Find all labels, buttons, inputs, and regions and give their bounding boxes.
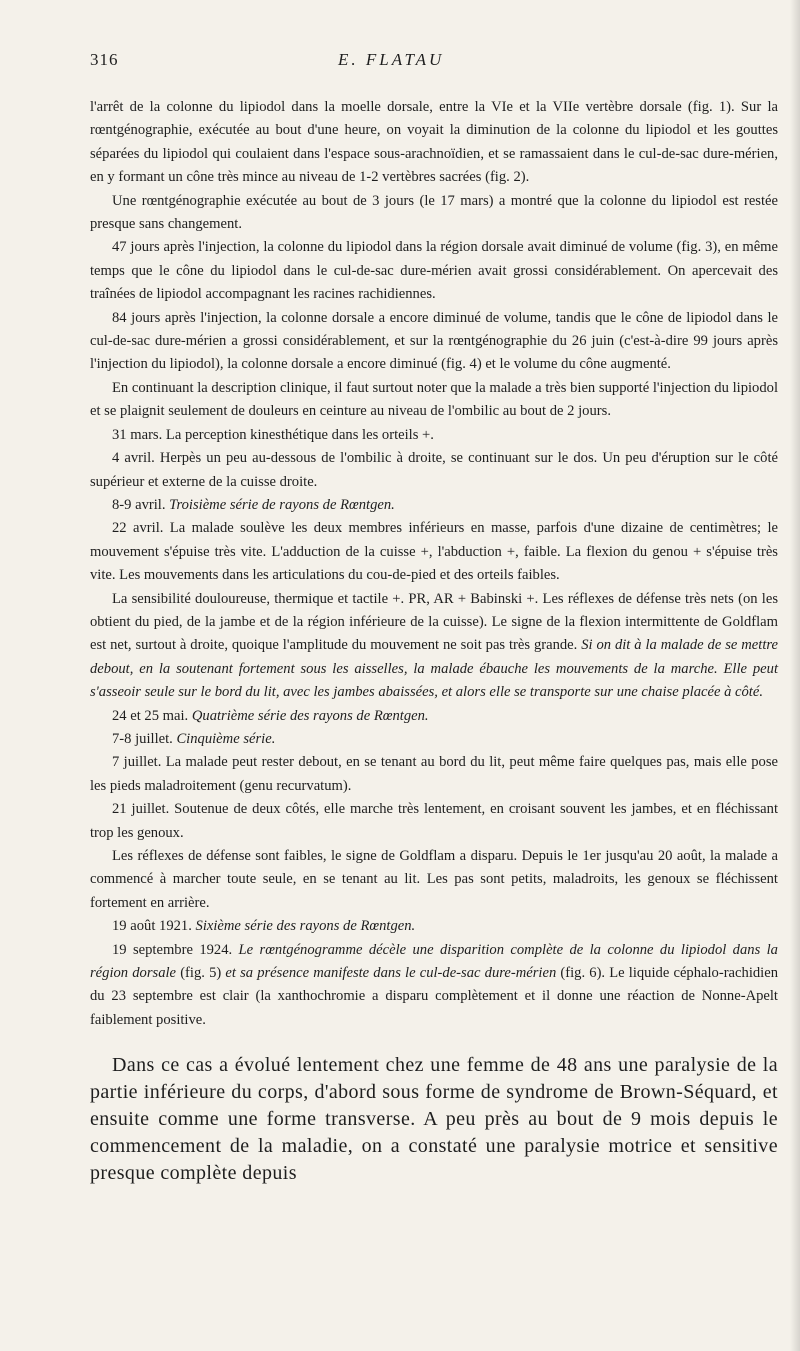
italic-text: Sixième série des rayons de Rœntgen. bbox=[195, 918, 416, 935]
paragraph bbox=[90, 915, 778, 938]
paragraph-text: 19 septembre 1924. bbox=[112, 941, 239, 958]
paragraph bbox=[90, 96, 778, 190]
paragraph bbox=[90, 939, 778, 1033]
paragraph-text: l'arrêt de la colonne du lipiodol dans la moelle dorsale, entre la VIe et la VIIe vertèbre dorsale (fig. 1). Sur la rœntgénographie, exécutée au bout d'une heure, on voyait la diminution de la colonne du lipiodol et les gouttes séparées du lipiodol qui coulaient dans l'espace sous-arachnoïdien, et se ramassaient dans le cul-de-sac dure-mérien, en y formant un cône très mince au niveau de 1-2 vertèbres sacrées (fig. 2). bbox=[90, 99, 778, 186]
paragraph-text: 84 jours après l'injection, la colonne dorsale a encore diminué de volume, tandis que le cône de lipiodol dans le cul-de-sac dure-mérien a grossi considérablement, et sur la rœntgénographie du 26 juin (c'est-à-dire 99 jours après l'injection du lipiodol), la colonne dorsale a encore diminué (fig. 4) et le volume du cône augmenté. bbox=[90, 309, 778, 373]
paragraph-text: (fig. 5) bbox=[176, 965, 226, 982]
paragraph-text: 8-9 avril. bbox=[112, 496, 170, 513]
italic-text: Cinquième série. bbox=[176, 730, 276, 747]
paragraph bbox=[90, 751, 778, 798]
conclusion-paragraph: Dans ce cas a évolué lentement chez une femme de 48 ans une paralysie de la partie inférieure du corps, d'abord sous forme de syndrome de Brown-Séquard, et ensuite comme une forme transverse. A peu près au bout de 9 mois depuis le commencement de la maladie, on a constaté une paralysie motrice et sensitive presque complète depuis bbox=[90, 1054, 778, 1185]
italic-text: Troisième série de rayons de Rœntgen. bbox=[169, 496, 395, 513]
paragraph bbox=[90, 845, 778, 915]
paragraph-text: En continuant la description clinique, il faut surtout noter que la malade a très bien supporté l'injection du lipiodol et se plaignit seulement de douleurs en ceinture au niveau de l'ombilic au bout de 2 jours. bbox=[90, 379, 778, 420]
page-edge-shadow bbox=[790, 0, 800, 1351]
paragraph-text: La sensibilité douloureuse, thermique et tactile +. PR, AR + Babinski +. Les réflexes de défense très nets (on les obtient du pied, de la jambe et de la région inférieure de la cuisse). Le signe de la flexion intermittente de Goldflam est net, surtout à droite, quoique l'amplitude du mouvement ne soit pas très grande. bbox=[90, 590, 778, 654]
running-head: E. FLATAU bbox=[338, 50, 445, 69]
paragraph bbox=[90, 447, 778, 494]
paragraph-text: Une rœntgénographie exécutée au bout de 3 jours (le 17 mars) a montré que la colonne du lipiodol est restée presque sans changement. bbox=[90, 192, 778, 233]
paragraph bbox=[90, 377, 778, 424]
paragraph bbox=[90, 494, 778, 517]
paragraph bbox=[90, 307, 778, 377]
paragraph-text: 47 jours après l'injection, la colonne du lipiodol dans la région dorsale avait diminué de volume (fig. 3), en même temps que le cône du lipiodol dans le cul-de-sac dure-mérien avait grossi considérablement. On apercevait des traînées de lipiodol accompagnant les racines rachidiennes. bbox=[90, 239, 778, 303]
paragraph-text: 7-8 juillet. bbox=[112, 730, 177, 747]
paragraph-text: 7 juillet. La malade peut rester debout, en se tenant au bord du lit, peut même faire quelques pas, mais elle pose les pieds maladroitement (genu recurvatum). bbox=[90, 754, 778, 794]
paragraph-text: 4 avril. Herpès un peu au-dessous de l'ombilic à droite, se continuant sur le dos. Un peu d'éruption sur le côté supérieur et externe de la cuisse droite. bbox=[90, 450, 778, 490]
body-text bbox=[90, 96, 778, 1032]
italic-text: Quatrième série des rayons de Rœntgen. bbox=[191, 707, 429, 724]
paragraph-text: (fig. 6). Le liquide céphalo-rachidien du 23 septembre est clair (la xanthochromie a disparu complètement et il donne une réaction de Nonne-Apelt faiblement positive. bbox=[90, 965, 778, 1028]
paragraph-text: Les réflexes de défense sont faibles, le signe de Goldflam a disparu. Depuis le 1er jusqu'au 20 août, la malade a commencé à marcher toute seule, en se tenant au lit. Les pas sont petits, maladroits, les genoux se fléchissent fortement en arrière. bbox=[90, 848, 778, 911]
page-number: 316 bbox=[90, 50, 119, 69]
paragraph-text: 22 avril. La malade soulève les deux membres inférieurs en masse, parfois d'une dizaine de centimètres; le mouvement s'épuise très vite. L'adduction de la cuisse +, l'abduction +, faible. La flexion du genou + s'épuise très vite. Les mouvements dans les articulations du cou-de-pied et des orteils faibles. bbox=[90, 520, 778, 584]
conclusion-section bbox=[90, 1052, 778, 1187]
italic-text: et sa présence manifeste dans le cul-de-sac dure-mérien bbox=[225, 965, 557, 982]
paragraph bbox=[90, 798, 778, 845]
paragraph-text: 24 et 25 mai. bbox=[112, 707, 192, 724]
italic-text: Si on dit à la malade de se mettre debout, en la soutenant fortement sous les aisselles, la malade ébauche les mouvements de la marche. Elle peut s'asseoir seule sur le bord du lit, avec les jambes abaissées, et alors elle se transporte sur une chaise placée à côté. bbox=[90, 637, 779, 701]
paragraph bbox=[90, 236, 778, 306]
paragraph bbox=[90, 424, 778, 447]
paragraph-text: 21 juillet. Soutenue de deux côtés, elle marche très lentement, en croisant souvent les jambes, et en fléchissant trop les genoux. bbox=[90, 801, 778, 841]
paragraph bbox=[90, 190, 778, 237]
italic-text: Le rœntgénogramme décèle une disparition complète de la colonne du lipiodol dans la région dorsale bbox=[90, 941, 778, 982]
paragraph-text: 31 mars. La perception kinesthétique dans les orteils +. bbox=[112, 426, 434, 443]
paragraph bbox=[90, 517, 778, 587]
paragraph bbox=[90, 588, 778, 705]
paragraph-text: 19 août 1921. bbox=[112, 918, 196, 935]
paragraph bbox=[90, 705, 778, 728]
page-header bbox=[90, 50, 778, 76]
paragraph bbox=[90, 728, 778, 751]
